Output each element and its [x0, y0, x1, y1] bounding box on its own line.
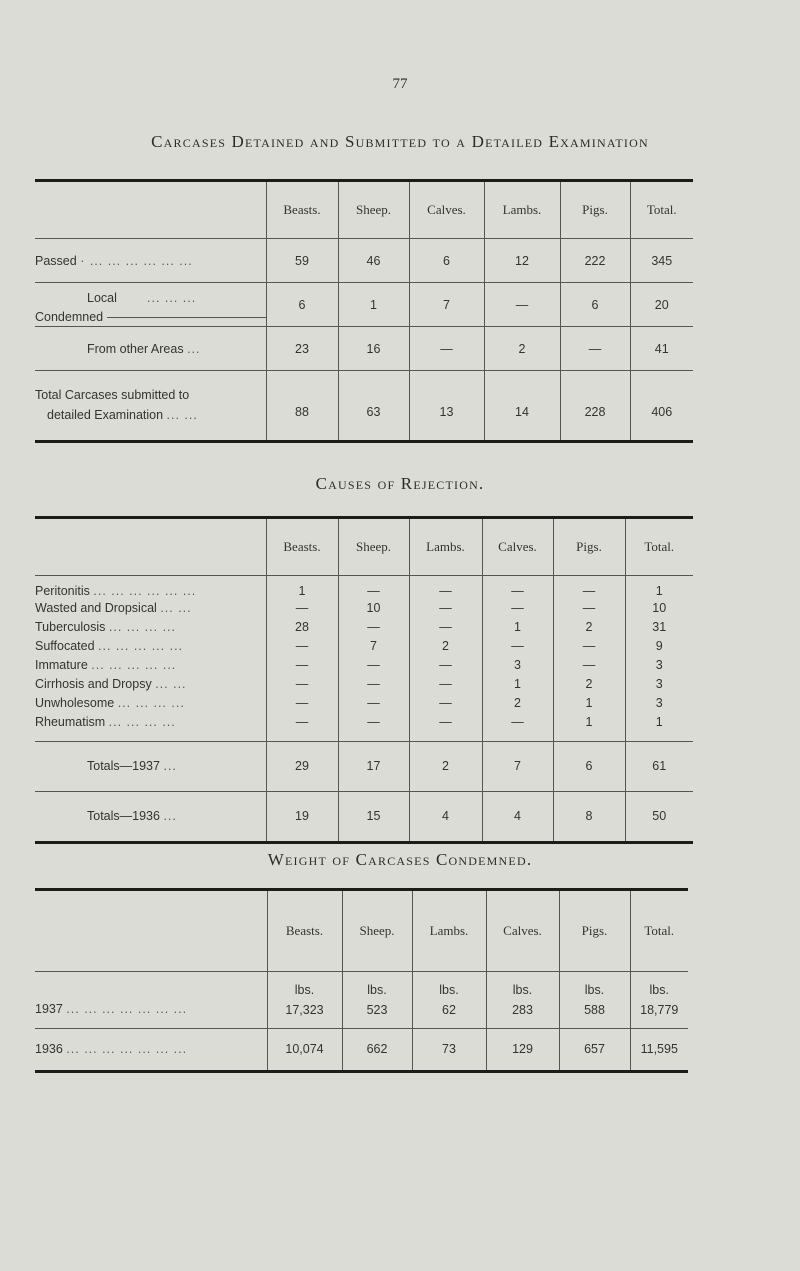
- unit-label: lbs.: [294, 983, 315, 997]
- table3-header-row: [35, 891, 688, 972]
- col-header: Total.: [630, 182, 693, 239]
- cell: 41: [630, 327, 693, 371]
- row-label: 1936: [35, 1042, 63, 1057]
- col-header: Beasts.: [266, 519, 338, 576]
- cell: 1: [553, 712, 625, 731]
- cell: 1: [482, 617, 553, 636]
- cell: —: [266, 636, 338, 655]
- condemned-local-row: [35, 283, 693, 327]
- cell: 46: [338, 239, 409, 283]
- cell: 3: [625, 674, 693, 693]
- cell: 228: [560, 371, 630, 440]
- cell: 1: [482, 674, 553, 693]
- cell: —: [338, 617, 409, 636]
- cell: 7: [338, 636, 409, 655]
- row-label: Tuberculosis: [35, 619, 106, 634]
- col-header: Lambs.: [409, 519, 482, 576]
- leader-dots: ... ... ... ...: [108, 714, 176, 729]
- cell: 23: [266, 327, 338, 371]
- row-label: 1937: [35, 1002, 63, 1016]
- col-header: Pigs.: [559, 891, 630, 972]
- col-header: Sheep.: [338, 182, 409, 239]
- cell: 2: [409, 741, 482, 791]
- leader-dots: ... ... ... ... ... ... ...: [66, 1002, 188, 1016]
- cell: —: [338, 576, 409, 599]
- cell: 2: [482, 693, 553, 712]
- col-header: Beasts.: [267, 891, 342, 972]
- leader-dots: ... ...: [166, 408, 198, 423]
- col-header: Pigs.: [560, 182, 630, 239]
- row-label: detailed Examination: [47, 408, 164, 423]
- cell: 6: [553, 741, 625, 791]
- cell: 7: [482, 741, 553, 791]
- leader-dots: ... ... ... ...: [108, 619, 176, 634]
- unit-label: lbs.: [512, 983, 533, 997]
- row-label: Totals—1937: [87, 759, 160, 773]
- condemned-label: Condemned: [35, 310, 104, 324]
- col-header: Lambs.: [412, 891, 486, 972]
- cell: 4: [482, 791, 553, 841]
- cell: 2: [553, 674, 625, 693]
- page-number: 77: [392, 76, 408, 92]
- cell: —: [338, 674, 409, 693]
- cell: 406: [630, 371, 693, 440]
- table2-header-row: [35, 519, 693, 576]
- row-label: Unwholesome: [35, 695, 115, 710]
- table1-header-row: [35, 182, 693, 239]
- table-row: [35, 712, 693, 731]
- cell: 6: [409, 239, 484, 283]
- cell: 88: [266, 371, 338, 440]
- cell: 345: [630, 239, 693, 283]
- cell: 523: [366, 1003, 388, 1017]
- cell: —: [553, 636, 625, 655]
- table-row: [35, 693, 693, 712]
- row-label: Local: [87, 291, 117, 305]
- cell: —: [409, 674, 482, 693]
- cell: —: [482, 712, 553, 731]
- cell: 588: [584, 1003, 605, 1017]
- col-header: Sheep.: [342, 891, 412, 972]
- cell: —: [266, 674, 338, 693]
- cell: —: [409, 598, 482, 617]
- totals-1937-row: [35, 741, 693, 791]
- cell: 61: [625, 741, 693, 791]
- cell: 1: [266, 576, 338, 599]
- cell: —: [484, 283, 560, 327]
- table2-title: Causes of Rejection.: [315, 474, 485, 493]
- unit-label: lbs.: [649, 983, 669, 997]
- cell: —: [409, 712, 482, 731]
- row-label: Rheumatism: [35, 714, 106, 729]
- cell: 3: [482, 655, 553, 674]
- row-label: Peritonitis: [35, 584, 90, 598]
- col-header: Calves.: [482, 519, 553, 576]
- cell: 63: [338, 371, 409, 440]
- cell: —: [266, 655, 338, 674]
- cell: —: [409, 693, 482, 712]
- cell: 29: [266, 741, 338, 791]
- cell: —: [409, 576, 482, 599]
- cell: 16: [338, 327, 409, 371]
- unit-label: lbs.: [439, 983, 459, 997]
- cell: —: [553, 598, 625, 617]
- cell: 2: [553, 617, 625, 636]
- row-label: Wasted and Dropsical: [35, 600, 157, 615]
- leader-dots: ... ... ... ...: [117, 695, 185, 710]
- row-label: From other Areas: [87, 341, 184, 356]
- condemned-other-row: [35, 327, 693, 371]
- cell: 1: [625, 576, 693, 599]
- cell: 222: [560, 239, 630, 283]
- cell: —: [338, 655, 409, 674]
- cell: —: [553, 655, 625, 674]
- table-row: [35, 617, 693, 636]
- cell: 6: [560, 283, 630, 327]
- cell: 2: [484, 327, 560, 371]
- col-header: Calves.: [486, 891, 559, 972]
- cell: 9: [625, 636, 693, 655]
- unit-label: lbs.: [367, 983, 387, 997]
- cell: 62: [442, 1003, 456, 1017]
- cell: —: [266, 598, 338, 617]
- cell: 18,779: [640, 1003, 679, 1017]
- weight-table: [35, 888, 688, 1073]
- unit-label: lbs.: [584, 983, 605, 997]
- leader-dots: ...: [163, 809, 177, 824]
- totals-1936-row: [35, 791, 693, 841]
- col-header: Sheep.: [338, 519, 409, 576]
- passed-row: [35, 239, 693, 283]
- weight-1936-row: [35, 1029, 688, 1070]
- cell: 73: [412, 1029, 486, 1070]
- leader-dots: ... ...: [155, 676, 187, 691]
- cell: —: [266, 712, 338, 731]
- row-label: Total Carcases submitted to: [35, 388, 190, 403]
- cell: —: [266, 693, 338, 712]
- cell: 4: [409, 791, 482, 841]
- cell: 13: [409, 371, 484, 440]
- cell: 10,074: [267, 1029, 342, 1070]
- cell: 283: [512, 1003, 533, 1017]
- cell: 7: [409, 283, 484, 327]
- leader-dots: ...: [163, 759, 177, 773]
- cell: 1: [338, 283, 409, 327]
- leader-dots: · ... ... ... ... ... ...: [80, 253, 193, 268]
- cell: —: [409, 617, 482, 636]
- table-row: [35, 636, 693, 655]
- cell: —: [553, 576, 625, 599]
- cell: 10: [625, 598, 693, 617]
- cell: 3: [625, 693, 693, 712]
- cell: 2: [409, 636, 482, 655]
- table-row: [35, 576, 693, 599]
- leader-dots: ... ... ... ... ... ... ...: [66, 1042, 188, 1057]
- cell: —: [482, 598, 553, 617]
- leader-dots: ... ... ... ... ... ...: [93, 584, 197, 598]
- cell: 1: [553, 693, 625, 712]
- cell: 12: [484, 239, 560, 283]
- table3-title: Weight of Carcases Condemned.: [267, 850, 533, 869]
- cell: 10: [338, 598, 409, 617]
- cell: —: [482, 576, 553, 599]
- cell: 59: [266, 239, 338, 283]
- cell: —: [338, 693, 409, 712]
- table-row: [35, 674, 693, 693]
- col-header: Calves.: [409, 182, 484, 239]
- table-row: [35, 655, 693, 674]
- cell: —: [409, 655, 482, 674]
- spacer-row: [35, 731, 693, 741]
- cell: 129: [486, 1029, 559, 1070]
- col-header: Total.: [630, 891, 688, 972]
- cell: —: [482, 636, 553, 655]
- cell: 1: [625, 712, 693, 731]
- weight-1937-row: [35, 972, 688, 1029]
- cell: —: [560, 327, 630, 371]
- cell: 17: [338, 741, 409, 791]
- cell: 15: [338, 791, 409, 841]
- bracket-line: [107, 317, 266, 318]
- carcases-table: [35, 179, 693, 443]
- cell: 8: [553, 791, 625, 841]
- cell: 31: [625, 617, 693, 636]
- cell: 6: [266, 283, 338, 327]
- row-label: Passed: [35, 253, 77, 268]
- leader-dots: ... ... ...: [147, 291, 197, 305]
- cell: 11,595: [630, 1029, 688, 1070]
- row-label: Cirrhosis and Dropsy: [35, 676, 152, 691]
- table-row: [35, 598, 693, 617]
- row-label: Suffocated: [35, 638, 95, 653]
- leader-dots: ... ...: [160, 600, 192, 615]
- table1-title: Carcases Detained and Submitted to a Detailed Examination: [151, 132, 649, 151]
- total-submitted-row: [35, 371, 693, 440]
- cell: —: [409, 327, 484, 371]
- cell: 662: [342, 1029, 412, 1070]
- causes-table: [35, 516, 693, 844]
- leader-dots: ...: [187, 341, 201, 356]
- cell: 17,323: [285, 1003, 324, 1017]
- leader-dots: ... ... ... ... ...: [98, 638, 184, 653]
- col-header: Beasts.: [266, 182, 338, 239]
- cell: 3: [625, 655, 693, 674]
- cell: 657: [559, 1029, 630, 1070]
- cell: 19: [266, 791, 338, 841]
- row-label: Immature: [35, 657, 88, 672]
- row-label: Totals—1936: [87, 809, 160, 824]
- cell: 50: [625, 791, 693, 841]
- col-header: Total.: [625, 519, 693, 576]
- col-header: Pigs.: [553, 519, 625, 576]
- col-header: Lambs.: [484, 182, 560, 239]
- cell: —: [338, 712, 409, 731]
- cell: 14: [484, 371, 560, 440]
- leader-dots: ... ... ... ... ...: [91, 657, 177, 672]
- cell: 28: [266, 617, 338, 636]
- cell: 20: [630, 283, 693, 327]
